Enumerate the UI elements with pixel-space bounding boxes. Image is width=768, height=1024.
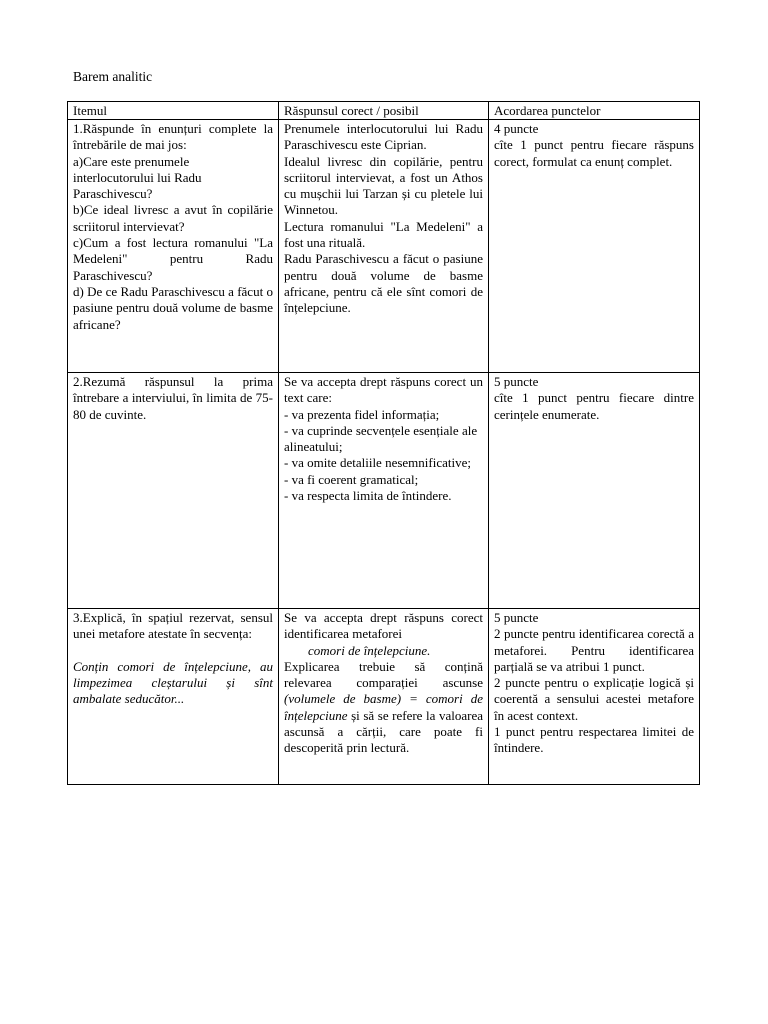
answer-text: Prenumele interlocutorului lui Radu Paraschivescu este Ciprian. xyxy=(284,121,483,153)
points-total: 5 puncte xyxy=(494,374,539,389)
points-detail: 1 punct pentru respectarea limitei de întindere. xyxy=(494,724,694,756)
item-question: a)Care este prenumele interlocutorului lui Radu Paraschivescu? xyxy=(73,153,202,202)
answer-expl-part: Explicarea trebuie să conțină relevarea comparației ascunse xyxy=(284,658,483,691)
table-row xyxy=(68,609,700,785)
item-cell xyxy=(68,609,279,785)
points-cell xyxy=(489,609,700,785)
scoring-table xyxy=(67,101,700,785)
item-text: 2.Rezumă răspunsul la prima întrebare a interviului, în limita de 75-80 de cuvinte. xyxy=(73,374,273,422)
item-cell xyxy=(68,120,279,373)
answer-text: Lectura romanului "La Medeleni" a fost una rituală. xyxy=(284,218,483,251)
header-points: Acordarea punctelor xyxy=(489,102,700,120)
answer-criterion: - va fi coerent gramatical; xyxy=(284,471,419,487)
answer-cell xyxy=(279,120,489,373)
table-header-row xyxy=(68,102,700,120)
item-question: b)Ce ideal livresc a avut în copilărie scriitorul intervievat? xyxy=(73,202,273,234)
points-total: 4 puncte xyxy=(494,121,539,136)
answer-criterion: - va omite detaliile nesemnificative; xyxy=(284,455,471,471)
answer-text: Radu Paraschivescu a făcut o pasiune pentru două volume de basme africane, pentru că ele sînt comori de înțelepciune. xyxy=(284,251,483,316)
answer-metaphor: comori de înțelepciune. xyxy=(308,642,431,658)
points-total: 5 puncte xyxy=(494,610,539,625)
item-quote: Conțin comori de înțelepciune, au limpezimea cleștarului și sînt ambalate seducător... xyxy=(73,658,273,707)
points-detail: cîte 1 punct pentru fiecare răspuns corect, formulat ca enunț complet. xyxy=(494,137,694,169)
header-item: Itemul xyxy=(68,102,279,120)
item-question: d) De ce Radu Paraschivescu a făcut o pasiune pentru două volume de basme africane? xyxy=(73,283,273,332)
answer-text: Idealul livresc din copilărie, pentru scriitorul intervievat, a fost un Athos cu mușchii lui Tarzan și cu pletele lui Winnetou. xyxy=(284,153,483,218)
points-detail: 2 puncte pentru identificarea corectă a metaforei. Pentru identificarea parțială se va atribui 1 punct. xyxy=(494,626,694,674)
item-cell xyxy=(68,373,279,609)
answer-expl-italic: (volumele de basme) = comori de înțelepciune xyxy=(284,691,483,723)
item-text: 1.Răspunde în enunțuri complete la întrebările de mai jos: xyxy=(73,121,273,153)
answer-text: Se va accepta drept răspuns corect un text care: xyxy=(284,374,483,406)
item-question: c)Cum a fost lectura romanului "La Medeleni" pentru Radu Paraschivescu? xyxy=(73,235,273,283)
points-cell xyxy=(489,373,700,609)
answer-expl-part: și să se refere la valoarea ascunsă a cărții, care poate fi descoperită prin lectură. xyxy=(284,707,484,756)
item-text: 3.Explică, în spațiul rezervat, sensul unei metafore atestate în secvența: xyxy=(73,610,273,642)
table-row xyxy=(68,373,700,609)
page-title: Barem analitic xyxy=(73,69,153,84)
answer-cell xyxy=(279,373,489,609)
answer-explanation xyxy=(284,659,483,757)
answer-criterion: - va respecta limita de întindere. xyxy=(284,488,452,504)
answer-criterion: - va cuprinde secvențele esențiale ale alineatului; xyxy=(284,422,478,455)
answer-criterion: - va prezenta fidel informația; xyxy=(284,406,440,422)
header-answer: Răspunsul corect / posibil xyxy=(279,102,489,120)
answer-text: Se va accepta drept răspuns corect identificarea metaforei xyxy=(284,610,483,642)
points-detail: 2 puncte pentru o explicație logică și coerentă a sensului acestei metafore în acest context. xyxy=(494,675,694,723)
points-cell xyxy=(489,120,700,373)
table-row xyxy=(68,120,700,373)
answer-cell xyxy=(279,609,489,785)
points-detail: cîte 1 punct pentru fiecare dintre cerințele enumerate. xyxy=(494,390,694,422)
